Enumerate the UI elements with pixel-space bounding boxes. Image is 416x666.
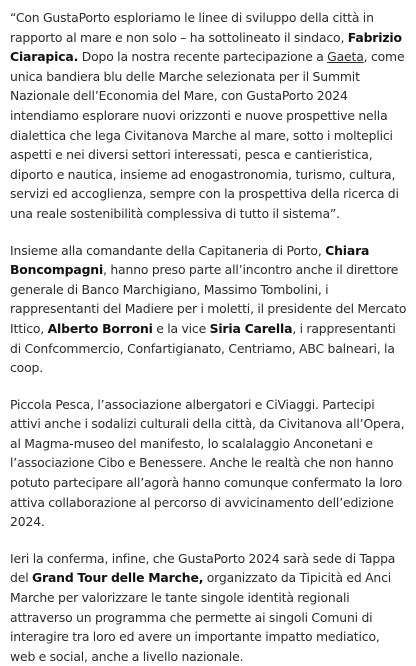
text: Ieri la conferma, infine, che GustaPorto 2024 sarà sede di Tappa del — [10, 550, 396, 586]
text: Insieme alla comandante della Capitaneria di Porto, — [10, 242, 326, 258]
name-grand-tour-delle-marche: Grand Tour delle Marche, — [31, 570, 204, 586]
paragraph-grand-tour — [10, 549, 408, 666]
name-siria-carella: Siria Carella — [209, 320, 293, 336]
paragraph-associations — [10, 395, 408, 532]
paragraph-participants — [10, 241, 408, 378]
link-gaeta[interactable]: Gaeta — [327, 49, 364, 65]
text: Dopo la nostra recente partecipazione a — [78, 49, 328, 65]
text: Piccola Pesca, l’associazione albergatori e CiViaggi. Partecipi attivi anche i sodalizi culturali della città, da Civitanova all’Opera, al Magma-museo del manifesto, lo scalalaggio Anconetani e l’associazione Cibo e Benessere. Anche le realtà che non hanno potuto partecipare all’agorà hanno comunque confermato la loro attiva collaborazione al percorso di avvicinamento dell’edizione 2024. — [10, 396, 405, 530]
text: , come unica bandiera blu delle Marche selezionata per il Summit Nazionale dell’Economia del Mare, con GustaPorto 2024 intendiamo esplorare nuovi orizzonti e nuove prospettive nella dialettica che lega Civitanova Marche al mare, sotto i molteplici aspetti e nei diversi settori interessati, pesca e cantieristica, diporto e nautica, insieme ad enogastronomia, turismo, cultura, servizi ed accoglienza, sempre con la prospettiva della ricerca di una reale sostenibilità complessiva di tutto il sistema”. — [10, 49, 405, 221]
text: , hanno preso parte all’incontro anche il direttore generale di Banco Marchigiano, Massimo Tombolini, i rappresentanti del Madiere per i moletti, il presidente del Mercato Ittico, — [10, 262, 407, 336]
text: , i rappresentanti di Confcommercio, Confartigianato, Centriamo, ABC balneari, la coop. — [10, 320, 396, 376]
name-fabrizio-ciarapica: Fabrizio Ciarapica. — [10, 29, 402, 65]
text: e la vice — [152, 320, 210, 336]
name-chiara-boncompagni: Chiara Boncompagni — [10, 242, 370, 278]
text: organizzato da Tipicità ed Anci Marche per valorizzare le tante singole identità regionali attraverso un programma che permette ai singoli Comuni di interagire tra loro ed avere un importante impatto mediatico, web e social, anche a livello nazionale. — [10, 570, 392, 664]
name-alberto-borroni: Alberto Borroni — [47, 320, 153, 336]
paragraph-mayor-quote — [10, 8, 408, 224]
text: “Con GustaPorto esploriamo le linee di sviluppo della città in rapporto al mare e non solo – ha sottolineato il sindaco, — [10, 10, 374, 45]
